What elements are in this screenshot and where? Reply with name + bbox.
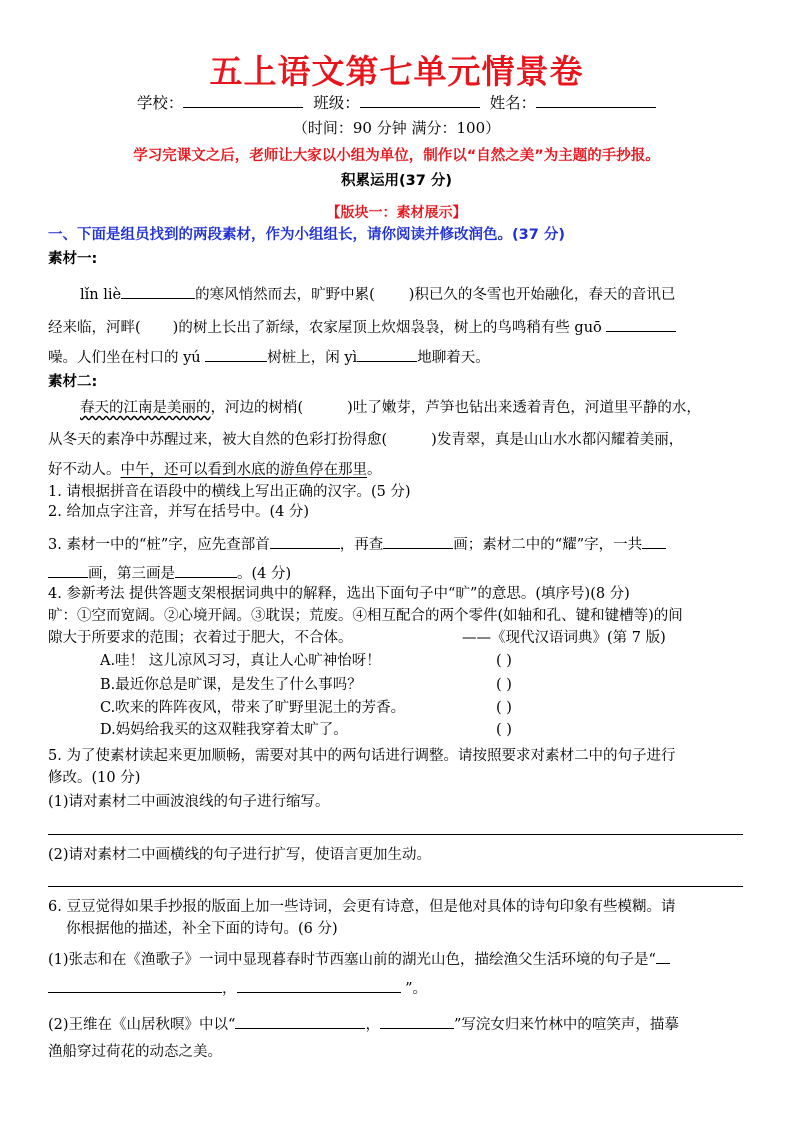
question-6-stem-2: 你根据他的描述，补全下面的诗句。(6 分) (66, 921, 338, 937)
dictionary-definition-1: 旷：①空而宽阔。②心境开阔。③耽误；荒废。④相互配合的两个零件(如轴和孔、键和键槽等)的间 (48, 608, 683, 624)
student-info-line (0, 92, 793, 113)
school-label: 学校： (136, 94, 184, 112)
question-6-sub-2-line1: (2)王维在《山居秋暝》中以“ ， ”写浣女归来竹林中的喧笑声，描摹 (48, 1013, 679, 1035)
material2-line3: 好不动人。中午，还可以看到水底的游鱼停在那里。 (48, 462, 382, 478)
material2-label: 素材二: (48, 374, 98, 390)
option-b: B.最近你总是旷课，是发生了什么事吗？ (100, 677, 362, 693)
question-4-stem: 4. 参新考法 提供答题支架根据词典中的解释，选出下面句子中“旷”的意思。(填序号)(8 分) (48, 586, 630, 602)
answer-line-5-2[interactable] (48, 886, 743, 887)
question-6-sub-1-line2: ， ”。 (48, 977, 427, 999)
school-blank[interactable] (183, 92, 303, 108)
answer-line-5-1[interactable] (48, 834, 743, 835)
material2-line1: 春天的江南是美丽的，河边的树梢( )吐了嫩芽，芦笋也钻出来透着青色，河道里平静的水， (80, 400, 701, 416)
option-a: A.哇！ 这儿凉风习习，真让人心旷神怡呀！ (100, 653, 381, 669)
pinyin-blank-1[interactable] (121, 283, 195, 299)
radical-blank[interactable] (270, 533, 340, 549)
question-1: 1. 请根据拼音在语段中的横线上写出正确的汉字。(5 分) (48, 484, 411, 500)
time-info: （时间：90 分钟 满分：100） (292, 119, 501, 137)
dictionary-source: ——《现代汉语词典》(第 7 版) (462, 630, 666, 646)
total-strokes-blank-b[interactable] (48, 562, 88, 578)
block-title: 【版块一：素材展示】 (326, 205, 467, 221)
question-3-line1: 3. 素材一中的“桩”字，应先查部首 ，再查 画；素材二中的“耀”字，一共 (48, 533, 666, 555)
question-5-stem-2: 修改。(10 分) (48, 770, 141, 786)
question-5-sub-2: (2)请对素材二中画横线的句子进行扩写，使语言更加生动。 (48, 847, 432, 863)
material1-line2: 经来临，河畔( )的树上长出了新绿，农家屋顶上炊烟袅袅，树上的鸟鸣稍有些 guō (48, 316, 676, 338)
material2-line2: 从冬天的素净中苏醒过来，被大自然的色彩打扮得愈( )发青翠，真是山山水水都闪耀着美丽， (48, 432, 684, 448)
option-c: C.吹来的阵阵夜风，带来了旷野里泥土的芳香。 (100, 700, 406, 716)
class-label: 班级： (313, 94, 360, 112)
material1-label: 素材一: (48, 251, 98, 267)
third-stroke-blank[interactable] (175, 562, 237, 578)
answer-d[interactable]: ( ) (496, 722, 512, 738)
question-2: 2. 给加点字注音，并写在括号中。(4 分) (48, 504, 310, 520)
name-blank[interactable] (536, 92, 656, 108)
pinyin-blank-3[interactable] (205, 346, 267, 362)
dictionary-definition-2: 隙大于所要求的范围；衣着过于肥大，不合体。 (48, 630, 353, 646)
material1-line1: lǐn liè 的寒风悄然而去，旷野中累( )积已久的冬雪也开始融化，春天的音讯已 (80, 283, 675, 305)
pinyin-blank-4[interactable] (357, 346, 417, 362)
class-blank[interactable] (360, 92, 480, 108)
material1-line3: 噪。人们坐在村口的 yú 树桩上，闲 yì 地聊着天。 (48, 346, 490, 368)
poem-blank-1a[interactable] (656, 948, 670, 964)
underlined-sentence: 中午，还可以看到水底的游鱼停在那里 (120, 462, 367, 478)
total-strokes-blank-a[interactable] (642, 533, 666, 549)
section1-question: 一、下面是组员找到的两段素材，作为小组组长，请你阅读并修改润色。(37 分) (48, 227, 565, 243)
answer-b[interactable]: ( ) (496, 677, 512, 693)
exam-title: 五上语文第七单元情景卷 (209, 52, 584, 91)
part-title: 积累运用(37 分) (341, 173, 452, 189)
name-label: 姓名： (489, 94, 537, 112)
question-6-sub-2-line2: 渔船穿过荷花的动态之美。 (48, 1044, 222, 1060)
poem-blank-1c[interactable] (237, 977, 401, 993)
poem-blank-1b[interactable] (48, 977, 222, 993)
question-3-line2: 画，第三画是 。(4 分) (48, 562, 291, 584)
poem-blank-2a[interactable] (235, 1013, 365, 1029)
question-5-stem-1: 5. 为了使素材读起来更加顺畅，需要对其中的两句话进行调整。请按照要求对素材二中的句子进行 (48, 748, 676, 764)
option-d: D.妈妈给我买的这双鞋我穿着太旷了。 (100, 722, 348, 738)
question-6-sub-1-line1: (1)张志和在《渔歌子》一词中显现暮春时节西塞山前的湖光山色，描绘渔父生活环境的句子是“ (48, 948, 670, 970)
pinyin-linlie: lǐn liè (80, 287, 122, 303)
question-5-sub-1: (1)请对素材二中画波浪线的句子进行缩写。 (48, 794, 330, 810)
intro-text: 学习完课文之后，老师让大家以小组为单位，制作以“自然之美”为主题的手抄报。 (133, 148, 660, 164)
question-6-stem-1: 6. 豆豆觉得如果手抄报的版面上加一些诗词，会更有诗意，但是他对具体的诗句印象有些模糊。请 (48, 899, 676, 915)
poem-blank-2b[interactable] (380, 1013, 454, 1029)
wavy-sentence: 春天的江南是美丽的 (80, 400, 211, 416)
answer-c[interactable]: ( ) (496, 700, 512, 716)
answer-a[interactable]: ( ) (496, 653, 512, 669)
pinyin-blank-2[interactable] (606, 316, 676, 332)
stroke-blank[interactable] (383, 533, 453, 549)
